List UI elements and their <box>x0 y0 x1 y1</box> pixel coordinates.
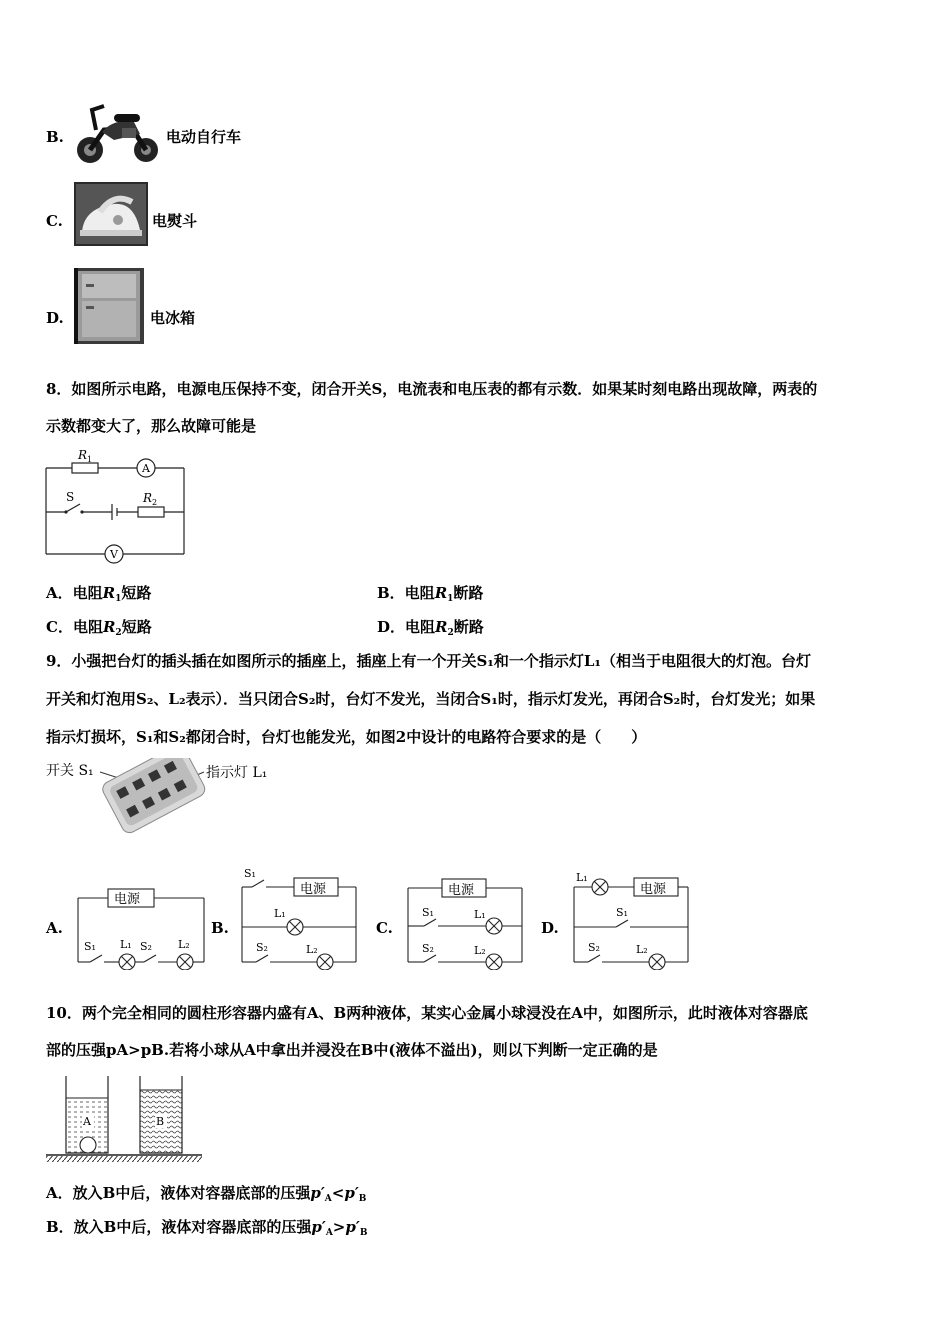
svg-text:S₂: S₂ <box>588 941 600 954</box>
q7-option-b-label: 电动自行车 <box>166 128 242 146</box>
svg-text:电源: 电源 <box>448 883 475 898</box>
svg-text:S₁: S₁ <box>422 906 434 919</box>
svg-text:S₁: S₁ <box>244 867 256 880</box>
svg-text:电源: 电源 <box>300 882 327 897</box>
q10-option-a: A．放入B中后，液体对容器底部的压强$p'_A<p'_B$ <box>46 1184 367 1204</box>
q10-stem-line1: 10．两个完全相同的圆柱形容器内盛有A、B两种液体，某实心金属小球浸没在A中，如图所示，此时液体对容器底 <box>46 1004 808 1022</box>
q8-stem-line2: 示数都变大了，那么故障可能是 <box>46 417 257 435</box>
q9-stem-line1: 9．小强把台灯的插头插在如图所示的插座上，插座上有一个开关S₁和一个指示灯L₁（相当于电阻很大的灯泡。台灯 <box>46 652 811 670</box>
svg-text:L₂: L₂ <box>636 943 648 956</box>
q7-option-b-letter: B. <box>46 128 64 146</box>
svg-text:电源: 电源 <box>640 882 667 897</box>
q9-option-d-letter: D. <box>541 919 559 937</box>
q7-option-d-letter: D. <box>46 309 64 327</box>
q8-option-b: B．电阻$R_1$断路 <box>377 584 484 604</box>
q9-circuit-c <box>400 868 530 970</box>
svg-text:R2: $R_2$ <box>143 491 158 507</box>
q9-circuit-b <box>234 865 364 970</box>
svg-text:S₂: S₂ <box>256 941 268 954</box>
q9-circuit-d <box>566 865 696 970</box>
power-strip-image <box>44 758 284 850</box>
svg-text:开关 S₁: 开关 S₁ <box>46 763 94 779</box>
svg-text:指示灯 L₁: 指示灯 L₁ <box>206 765 268 781</box>
resistor-r1 <box>72 463 98 473</box>
q9-stem-line3: 指示灯损坏，S₁和S₂都闭合时，台灯也能发光，如图2中设计的电路符合要求的是（ ） <box>46 728 647 746</box>
svg-text:S₁: S₁ <box>84 940 96 953</box>
svg-text:A: A <box>83 1115 91 1128</box>
q9-circuit-a <box>70 882 210 970</box>
svg-text:L₁: L₁ <box>576 871 588 884</box>
q7-option-c-label: 电熨斗 <box>152 212 198 230</box>
svg-text:V: V <box>110 548 118 561</box>
q8-circuit-diagram <box>40 446 192 566</box>
svg-text:L₂: L₂ <box>474 944 486 957</box>
svg-text:S₂: S₂ <box>422 942 434 955</box>
svg-text:L₂: L₂ <box>306 943 318 956</box>
svg-text:S: S <box>66 490 75 504</box>
q8-option-a: A．电阻$R_1$短路 <box>46 584 152 604</box>
q9-option-b-letter: B. <box>211 919 229 937</box>
svg-text:L₁: L₁ <box>474 908 486 921</box>
svg-text:L₂: L₂ <box>178 938 190 951</box>
electric-iron-image <box>74 182 148 246</box>
q9-option-c-letter: C. <box>376 919 393 937</box>
svg-text:S₁: S₁ <box>616 906 628 919</box>
svg-text:L₁: L₁ <box>274 907 286 920</box>
svg-text:B: B <box>156 1115 165 1128</box>
svg-text:L₁: L₁ <box>120 938 132 951</box>
q8-stem-line1: 8．如图所示电路，电源电压保持不变，闭合开关S，电流表和电压表的都有示数．如果某时刻电路出现故障，两表的 <box>46 380 818 398</box>
q9-option-a-letter: A. <box>46 919 63 937</box>
q7-option-c-letter: C. <box>46 212 63 230</box>
q10-stem-line2: 部的压强pA>pB.若将小球从A中拿出并浸没在B中(液体不溢出)，则以下判断一定正确的是 <box>46 1041 658 1059</box>
svg-text:A: A <box>142 462 150 475</box>
svg-text:R1: $R_1$ <box>78 448 93 464</box>
q9-stem-line2: 开关和灯泡用S₂、L₂表示）．当只闭合S₂时，台灯不发光，当闭合S₁时，指示灯发光，再闭合S₂时，台灯发光；如果 <box>46 690 816 708</box>
electric-bicycle-image <box>74 100 162 166</box>
svg-text:电源: 电源 <box>114 892 141 907</box>
q8-option-c: C．电阻$R_2$短路 <box>46 618 152 638</box>
refrigerator-image <box>74 268 144 344</box>
svg-text:S₂: S₂ <box>140 940 152 953</box>
q8-option-d: D．电阻$R_2$断路 <box>377 618 484 638</box>
resistor-r2 <box>138 507 164 517</box>
q7-option-d-label: 电冰箱 <box>150 309 196 327</box>
q10-option-b: B．放入B中后，液体对容器底部的压强$p'_A>p'_B$ <box>46 1218 368 1238</box>
q10-containers-diagram <box>44 1070 208 1164</box>
